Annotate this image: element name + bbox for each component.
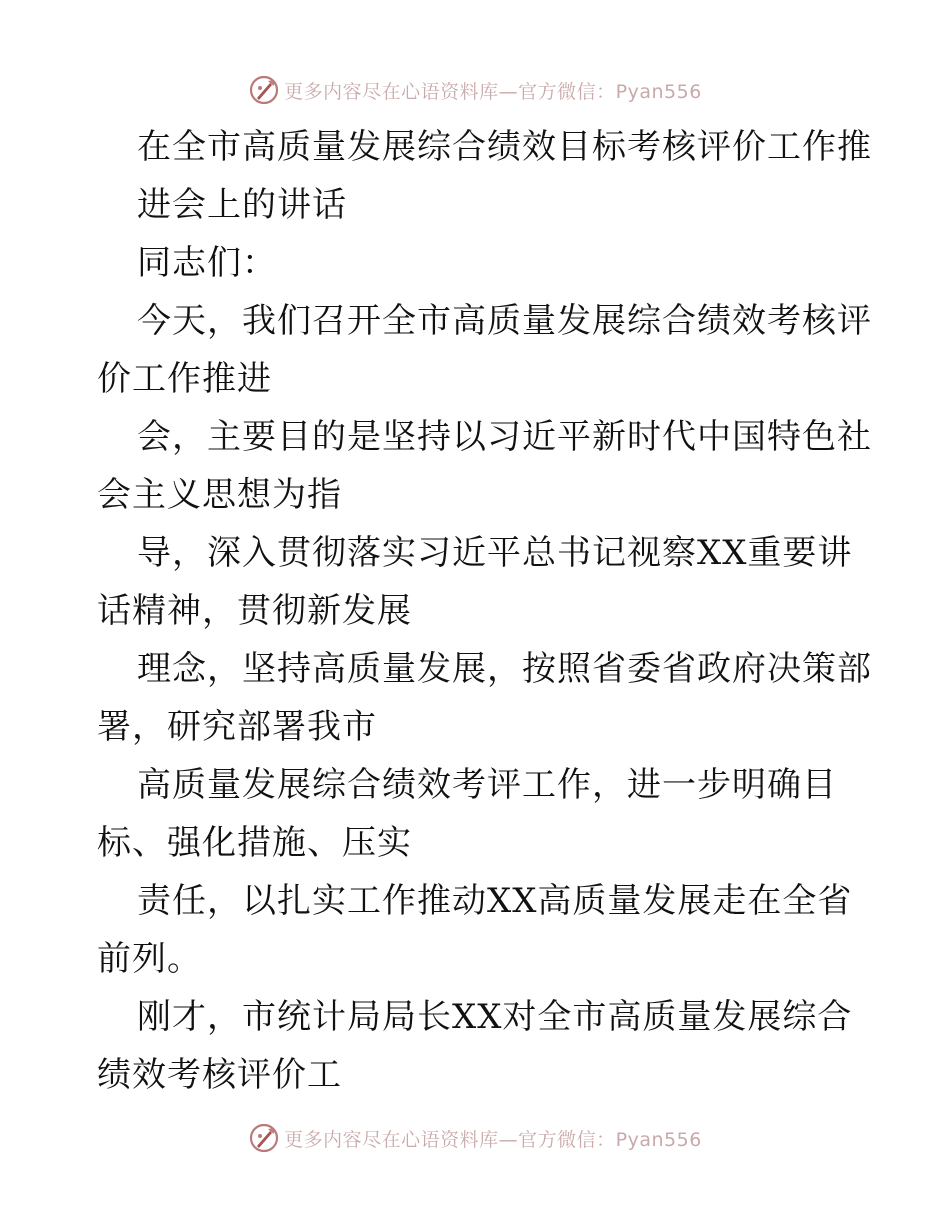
document-line: 理念，坚持高质量发展，按照省委省政府决策部 bbox=[137, 649, 872, 689]
document-body bbox=[97, 118, 872, 1104]
header-watermark-banner bbox=[0, 70, 950, 110]
quill-pen-logo-icon bbox=[248, 74, 280, 106]
document-line: 绩效考核评价工 bbox=[97, 1055, 342, 1095]
footer-watermark-banner bbox=[0, 1118, 950, 1158]
document-line: 会主义思想为指 bbox=[97, 475, 342, 515]
document-line: 进会上的讲话 bbox=[137, 185, 347, 225]
document-line: 会，主要目的是坚持以习近平新时代中国特色社 bbox=[137, 417, 872, 457]
document-line: 标、强化措施、压实 bbox=[97, 823, 412, 863]
footer-watermark-text: 更多内容尽在心语资料库—官方微信：Pyan556 bbox=[284, 1128, 702, 1151]
document-line: 前列。 bbox=[97, 939, 202, 979]
document-line: 刚才，市统计局局长XX对全市高质量发展综合 bbox=[137, 997, 853, 1037]
document-line: 责任，以扎实工作推动XX高质量发展走在全省 bbox=[137, 881, 853, 921]
document-line: 在全市高质量发展综合绩效目标考核评价工作推 bbox=[137, 127, 872, 167]
document-line: 高质量发展综合绩效考评工作，进一步明确目 bbox=[137, 765, 837, 805]
quill-pen-logo-icon bbox=[248, 1122, 280, 1154]
document-line: 价工作推进 bbox=[97, 359, 272, 399]
document-line: 今天，我们召开全市高质量发展综合绩效考核评 bbox=[137, 301, 872, 341]
document-line: 话精神，贯彻新发展 bbox=[97, 591, 412, 631]
header-watermark-text: 更多内容尽在心语资料库—官方微信：Pyan556 bbox=[284, 80, 702, 103]
document-line: 署，研究部署我市 bbox=[97, 707, 377, 747]
document-line: 导，深入贯彻落实习近平总书记视察XX重要讲 bbox=[137, 533, 853, 573]
document-line: 同志们： bbox=[137, 243, 277, 283]
